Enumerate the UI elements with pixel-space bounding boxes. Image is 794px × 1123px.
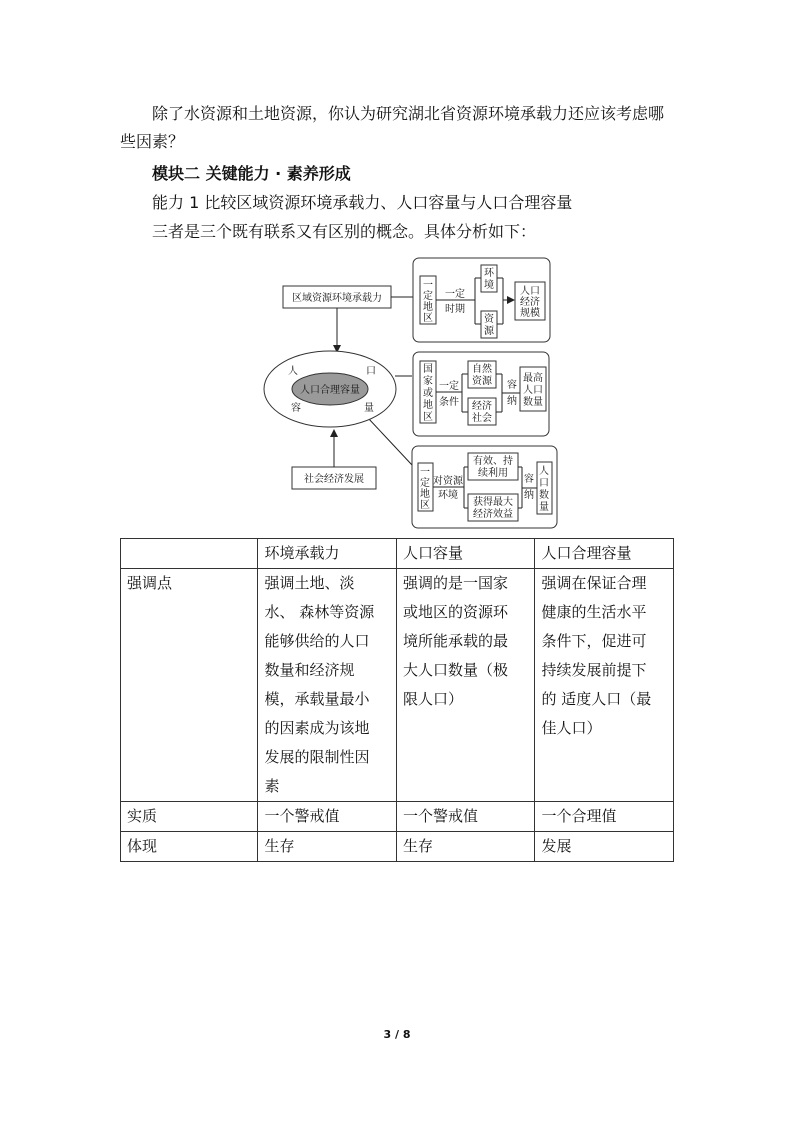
ellipse-char-liang: 量 [364,403,374,414]
p1-res-1: 资 [484,314,494,325]
p1-region-c2: 定 [423,291,433,302]
row-cell: 强调在保证合理 健康的生活水平 条件下，促进可 持续发展前提下 的 适度人口（最 佳人口） [535,569,674,802]
p1-env-2: 境 [484,280,494,291]
question-line-1: 除了水资源和土地资源，你认为研究湖北省资源环境承载力还应该考虑哪 [152,104,665,123]
row-cell: 强调的是一国家 或地区的资源环 境所能承载的最 大人口数量（极 限人口） [396,569,535,802]
comparison-table [120,538,674,862]
p1-env-1: 环 [484,268,494,279]
p3-region-c4: 区 [420,500,430,511]
p2-region-c1: 国 [423,364,433,375]
p1-result-3: 规模 [520,308,540,319]
p1-result-1: 人口 [520,286,540,297]
table-row [121,832,674,862]
link-bot [368,418,412,465]
p3-use-1: 有效、持 [473,456,513,467]
p1-period-2: 时期 [445,304,465,315]
p2-hold-1: 容 [507,380,517,391]
row-label: 体现 [121,832,258,862]
row-cell: 一个警戒值 [258,802,397,832]
row-cell: 一个警戒值 [396,802,535,832]
p1-res-2: 源 [484,326,494,337]
p2-cond-1: 一定 [439,381,459,392]
header-reasonable-capacity: 人口合理容量 [535,539,674,569]
module-title: 模块二 关键能力 · 素养形成 [152,164,351,183]
p3-region-c2: 定 [420,478,430,489]
row-cell: 生存 [258,832,397,862]
p3-hold-1: 容 [524,474,534,485]
header-empty [121,539,258,569]
p2-result-1: 最高 [523,373,543,384]
p3-result-1: 人 [539,466,549,477]
p3-toward-2: 环境 [438,490,458,501]
p2-economy-2: 社会 [472,413,492,424]
p2-result-3: 数量 [523,397,543,408]
row-cell: 强调土地、淡 水、 森林等资源 能够供给的人口 数量和经济规 模，承载量最小 的因素成为该地 发展的限制性因 素 [258,569,397,802]
lead-sentence: 三者是三个既有联系又有区别的概念。具体分析如下： [152,222,537,241]
row-cell: 发展 [535,832,674,862]
p1-region-c3: 地 [423,302,433,313]
p2-region-c4: 地 [423,400,433,411]
page-number: 3 / 8 [383,1028,411,1041]
row-cell: 生存 [396,832,535,862]
p1-period-1: 一定 [445,289,465,300]
ellipse-char-ren: 人 [288,366,298,377]
p3-gain-2: 经济效益 [473,509,513,520]
p1-region-c4: 区 [423,313,433,324]
p3-use-2: 续利用 [478,468,508,479]
p2-hold-2: 纳 [507,396,517,407]
row-label: 强调点 [121,569,258,802]
p3-result-3: 数 [539,490,549,501]
row-label: 实质 [121,802,258,832]
p2-cond-2: 条件 [439,397,459,408]
p2-region-c2: 家 [423,376,433,387]
p3-gain-1: 获得最大 [473,497,513,508]
p2-economy-1: 经济 [472,401,492,412]
p1-result-2: 经济 [520,297,540,308]
p2-nature-1: 自然 [472,364,492,375]
concept-diagram [0,0,794,540]
header-carrying-capacity: 环境承载力 [258,539,397,569]
p3-result-2: 口 [539,478,549,489]
p2-region-c5: 区 [423,412,433,423]
p2-region-c3: 或 [423,388,433,399]
row-cell: 一个合理值 [535,802,674,832]
header-population-capacity: 人口容量 [396,539,535,569]
p2-nature-2: 资源 [472,376,492,387]
p3-region-c1: 一 [420,467,430,478]
p3-toward-1: 对资源 [433,476,463,487]
carrying-capacity-label: 区域资源环境承载力 [292,293,382,304]
p2-result-2: 人口 [523,385,543,396]
table-row [121,802,674,832]
socio-economic-label: 社会经济发展 [304,474,364,485]
p3-region-c3: 地 [420,489,430,500]
ellipse-char-rong: 容 [291,403,301,414]
ability-heading: 能力 1 比较区域资源环境承载力、人口容量与人口合理容量 [152,193,573,212]
ellipse-inner-label: 人口合理容量 [300,385,360,396]
p1-region-c1: 一 [423,280,433,291]
p3-hold-2: 纳 [524,490,534,501]
table-row [121,569,674,802]
question-line-2: 些因素？ [120,132,185,151]
p3-result-4: 量 [539,502,549,513]
ellipse-char-kou: 口 [366,366,376,377]
table-header-row [121,539,674,569]
